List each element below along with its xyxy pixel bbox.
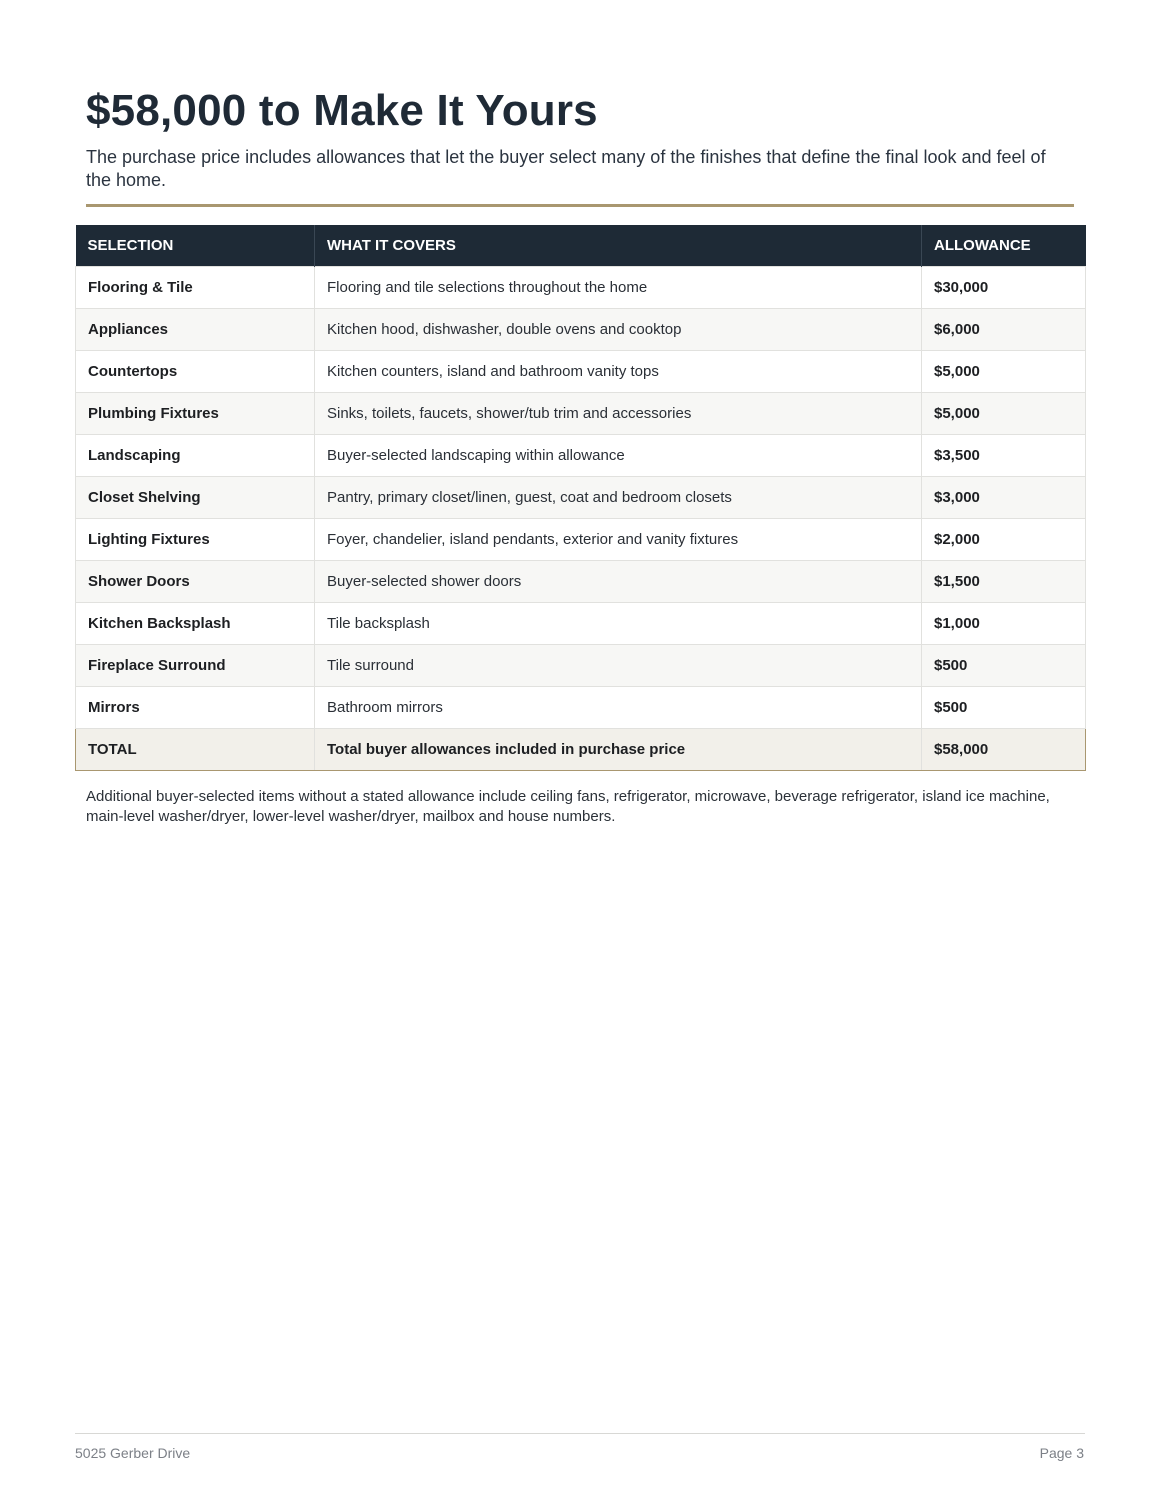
selection-cell: Fireplace Surround xyxy=(76,645,315,687)
allowance-cell: $3,500 xyxy=(922,435,1086,477)
table-row xyxy=(76,687,1086,729)
total-row xyxy=(76,729,1086,771)
table-row xyxy=(76,477,1086,519)
header-selection: SELECTION xyxy=(76,225,315,267)
allowances-table xyxy=(75,225,1086,771)
accent-divider xyxy=(86,204,1074,207)
allowance-cell: $30,000 xyxy=(922,267,1086,309)
header-what-it-covers: WHAT IT COVERS xyxy=(315,225,922,267)
footer-divider xyxy=(75,1433,1085,1434)
selection-cell: Appliances xyxy=(76,309,315,351)
table-row xyxy=(76,393,1086,435)
selection-cell: Lighting Fixtures xyxy=(76,519,315,561)
covers-cell: Tile surround xyxy=(315,645,922,687)
intro-paragraph: The purchase price includes allowances that let the buyer select many of the finishes that define the final look and feel of the home. xyxy=(86,147,1046,190)
table-row xyxy=(76,435,1086,477)
covers-cell: Sinks, toilets, faucets, shower/tub trim and accessories xyxy=(315,393,922,435)
selection-cell: Plumbing Fixtures xyxy=(76,393,315,435)
table-row xyxy=(76,351,1086,393)
total-amount: $58,000 xyxy=(922,729,1086,771)
selection-cell: Flooring & Tile xyxy=(76,267,315,309)
covers-cell: Foyer, chandelier, island pendants, exterior and vanity fixtures xyxy=(315,519,922,561)
allowance-cell: $1,500 xyxy=(922,561,1086,603)
covers-cell: Pantry, primary closet/linen, guest, coat and bedroom closets xyxy=(315,477,922,519)
covers-cell: Kitchen counters, island and bathroom vanity tops xyxy=(315,351,922,393)
table-row xyxy=(76,603,1086,645)
covers-cell: Kitchen hood, dishwasher, double ovens and cooktop xyxy=(315,309,922,351)
selection-cell: Shower Doors xyxy=(76,561,315,603)
selection-cell: Kitchen Backsplash xyxy=(76,603,315,645)
selection-cell: Mirrors xyxy=(76,687,315,729)
allowance-cell: $3,000 xyxy=(922,477,1086,519)
selection-cell: Countertops xyxy=(76,351,315,393)
allowance-cell: $6,000 xyxy=(922,309,1086,351)
allowance-cell: $5,000 xyxy=(922,393,1086,435)
header-allowance: ALLOWANCE xyxy=(922,225,1086,267)
covers-cell: Buyer-selected shower doors xyxy=(315,561,922,603)
table-row xyxy=(76,519,1086,561)
header-row xyxy=(76,225,1086,267)
covers-cell: Buyer-selected landscaping within allowance xyxy=(315,435,922,477)
allowance-cell: $2,000 xyxy=(922,519,1086,561)
footer-address: 5025 Gerber Drive xyxy=(75,1445,191,1461)
table-row xyxy=(76,645,1086,687)
selection-cell: Landscaping xyxy=(76,435,315,477)
allowance-cell: $500 xyxy=(922,645,1086,687)
page-title: $58,000 to Make It Yours xyxy=(86,86,598,135)
table-row xyxy=(76,267,1086,309)
allowance-cell: $1,000 xyxy=(922,603,1086,645)
allowance-cell: $500 xyxy=(922,687,1086,729)
footer-page-number: Page 3 xyxy=(1039,1445,1084,1461)
covers-cell: Flooring and tile selections throughout the home xyxy=(315,267,922,309)
total-label: TOTAL xyxy=(76,729,315,771)
table-row xyxy=(76,561,1086,603)
allowance-cell: $5,000 xyxy=(922,351,1086,393)
table-header xyxy=(76,225,1086,267)
selection-cell: Closet Shelving xyxy=(76,477,315,519)
footnote: Additional buyer-selected items without a stated allowance include ceiling fans, refrigerator, microwave, beverage refrigerator, island ice machine, main-level washer/dryer, lower-level washer/dryer, mailbox and house numbers. xyxy=(86,788,1050,825)
covers-cell: Tile backsplash xyxy=(315,603,922,645)
table-row xyxy=(76,309,1086,351)
total-description: Total buyer allowances included in purchase price xyxy=(315,729,922,771)
covers-cell: Bathroom mirrors xyxy=(315,687,922,729)
